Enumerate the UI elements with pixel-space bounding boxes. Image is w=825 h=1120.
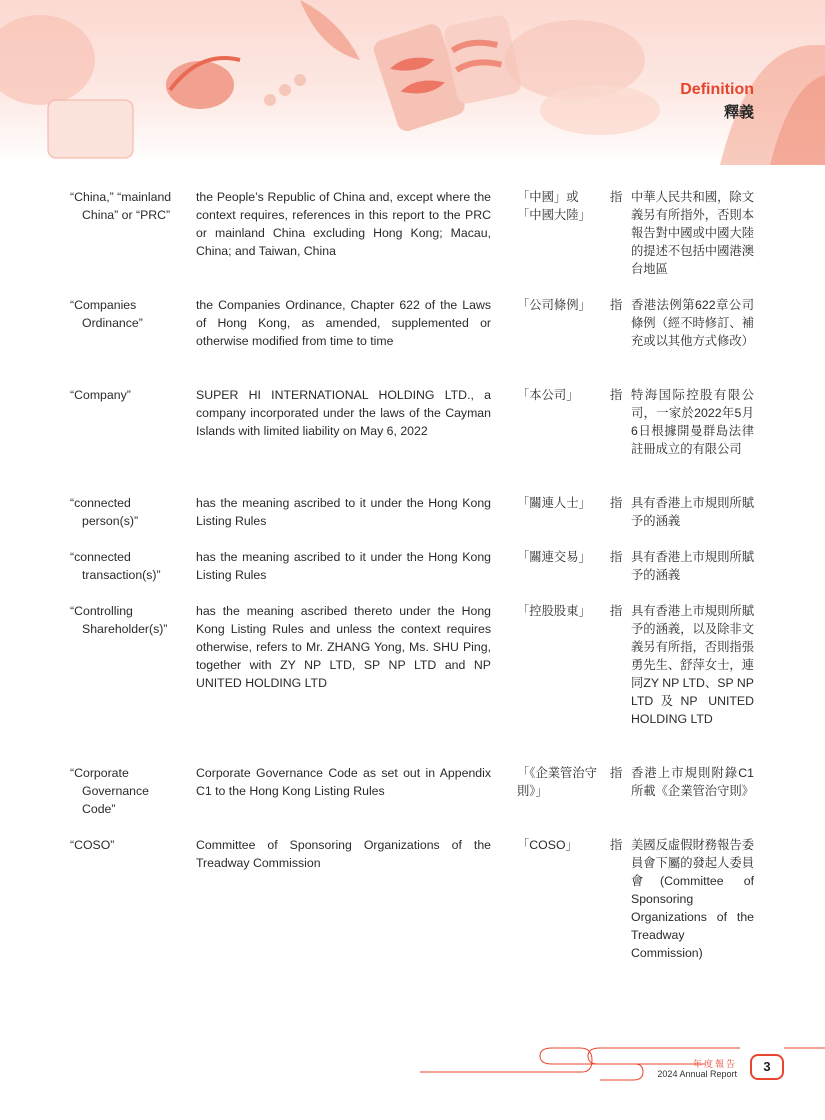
term-en: “Company” [70,388,131,402]
term-en: “Companies Ordinance” [70,298,143,330]
section-title-zh: 釋義 [723,104,754,121]
definition-en: has the meaning ascribed to it under the Hong Kong Listing Rules [196,496,491,528]
term-zh: 「《企業管治守則》」 [517,766,597,798]
definition-en: has the meaning ascribed thereto under the Hong Kong Listing Rules and unless the context requires otherwise, refers to Mr. ZHANG Yong, Ms. SHU Ping, together with ZY NP LTD, SP NP LTD and NP UNITED HOLDING LTD [196,604,491,690]
page-footer [0,1040,825,1100]
term-zh: 「控股股東」 [517,604,591,618]
definition-zh: 具有香港上市規則所賦予的涵義 [631,496,754,528]
term-en: “connected person(s)” [70,496,139,528]
term-zh: 「公司條例」 [517,298,591,312]
term-en: “COSO” [70,838,115,852]
footer-report-en: 2024 Annual Report [657,1069,737,1079]
term-zh: 「本公司」 [517,388,579,402]
definition-zh: 中華人民共和國，除文義另有所指外，否則本報告對中國或中國大陸的提述不包括中國港澳台地區 [631,190,754,276]
section-title-en: Definition [680,81,754,98]
footer-report-zh: 年度報告 [692,1059,737,1069]
definition-zh: 特海国际控股有限公司，一家於2022年5月6日根據開曼群島法律註冊成立的有限公司 [631,388,754,456]
term-en: “Controlling Shareholder(s)” [70,604,168,636]
means-mark: 指 [610,298,623,312]
definition-en: SUPER HI INTERNATIONAL HOLDING LTD., a company incorporated under the laws of the Cayman Islands with limited liability on May 6, 2022 [196,388,491,438]
definition-zh: 香港上市規則附錄C1所載《企業管治守則》 [631,766,754,798]
term-zh: 「關連交易」 [517,550,591,564]
page-number: 3 [750,1054,784,1080]
means-mark: 指 [610,838,623,852]
term-zh: 「COSO」 [517,838,578,852]
means-mark: 指 [610,550,623,564]
definition-en: has the meaning ascribed to it under the Hong Kong Listing Rules [196,550,491,582]
term-zh: 「關連人士」 [517,496,591,510]
means-mark: 指 [610,190,623,204]
definition-zh: 具有香港上市規則所賦予的涵義 [631,550,754,582]
term-en: “Corporate Governance Code” [70,766,149,816]
section-header [680,80,754,123]
means-mark: 指 [610,766,623,780]
definition-zh: 美國反虛假財務報告委員會下屬的發起人委員會(Committee of Sponsoring Organizations of the Treadway Commission) [631,838,754,960]
definition-en: the Companies Ordinance, Chapter 622 of the Laws of Hong Kong, as amended, supplemented or otherwise modified from time to time [196,298,491,348]
definition-zh: 香港法例第622章公司條例（經不時修訂、補充或以其他方式修改） [631,298,754,348]
means-mark: 指 [610,496,623,510]
definition-en: the People’s Republic of China and, except where the context requires, references in this report to the PRC or mainland China excluding Hong Kong; Macau, China; and Taiwan, China [196,190,491,258]
definition-en: Committee of Sponsoring Organizations of the Treadway Commission [196,838,491,870]
means-mark: 指 [610,604,623,618]
term-en: “China,” “mainland China” or “PRC” [70,190,172,222]
term-zh: 「中國」或「中國大陸」 [517,190,591,222]
definition-en: Corporate Governance Code as set out in Appendix C1 to the Hong Kong Listing Rules [196,766,491,798]
definition-zh: 具有香港上市規則所賦予的涵義，以及除非文義另有所指，否則指張勇先生、舒萍女士，連同ZY NP LTD、SP NP LTD及NP UNITED HOLDING LTD [631,604,754,726]
means-mark: 指 [610,388,623,402]
term-en: “connected transaction(s)” [70,550,161,582]
